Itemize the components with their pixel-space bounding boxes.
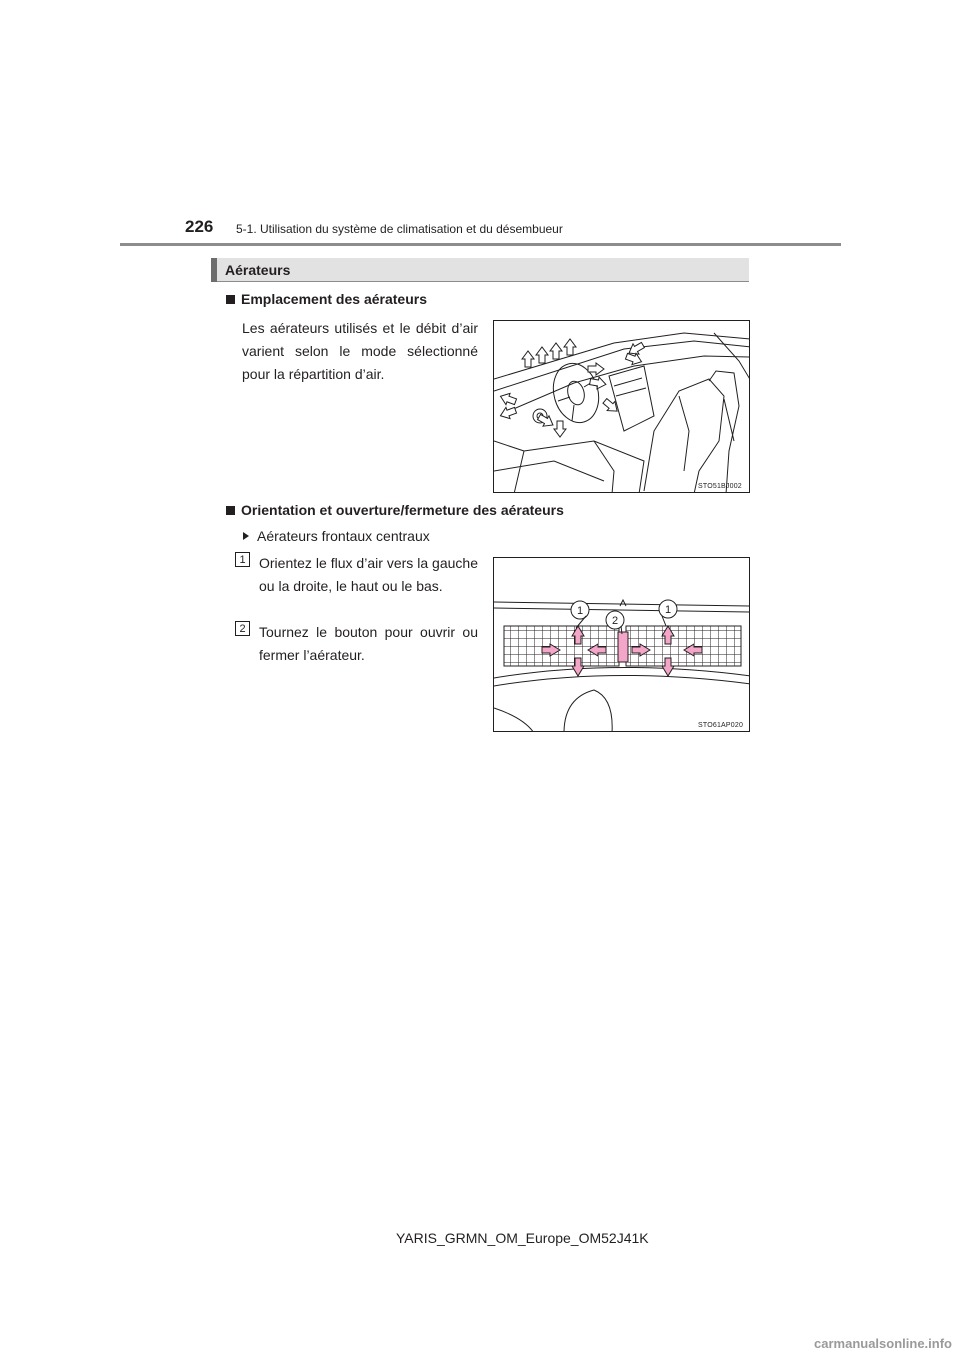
square-bullet-icon [226,506,235,515]
section-title-bar [211,258,749,282]
callout-label: 1 [664,604,672,616]
watermark: carmanualsonline.info [814,1336,952,1351]
dashboard-illustration [494,321,750,493]
center-vents-illustration [494,558,750,732]
vent-type-text: Aérateurs frontaux centraux [257,528,430,544]
step-text: Orientez le flux d’air vers la gauche ou la droite, le haut ou le bas. [259,555,478,594]
callout-label: 2 [611,615,619,627]
orientation-heading [226,502,564,518]
running-header: 5-1. Utilisation du système de climatisation et du désembueur [236,222,563,236]
square-bullet-icon [226,295,235,304]
location-heading [226,291,427,307]
callout-label: 1 [576,605,584,617]
dashboard-vents-figure [493,320,750,493]
footer-doc-id: YARIS_GRMN_OM_Europe_OM52J41K [396,1230,649,1246]
step-number-badge: 1 [235,552,250,567]
step-text: Tournez le bouton pour ouvrir ou fermer l’aérateur. [259,624,478,663]
dial-highlight [618,632,628,662]
step-number-badge: 2 [235,621,250,636]
page-number: 226 [185,217,214,236]
figure-code: STO61AP020 [698,722,744,729]
section-accent [211,258,217,282]
triangle-bullet-icon [243,532,249,540]
location-heading-text: Emplacement des aérateurs [241,291,427,307]
section-title: Aérateurs [225,262,291,278]
orientation-heading-text: Orientation et ouverture/fermeture des aérateurs [241,502,564,518]
header-rule [120,243,841,246]
location-body: Les aérateurs utilisés et le débit d’air varient selon le mode sélectionné pour la répartition d’air. [242,320,478,382]
vent-type-bullet [243,528,430,544]
figure-code: STO51BJ002 [698,483,742,490]
center-vents-figure [493,557,750,732]
